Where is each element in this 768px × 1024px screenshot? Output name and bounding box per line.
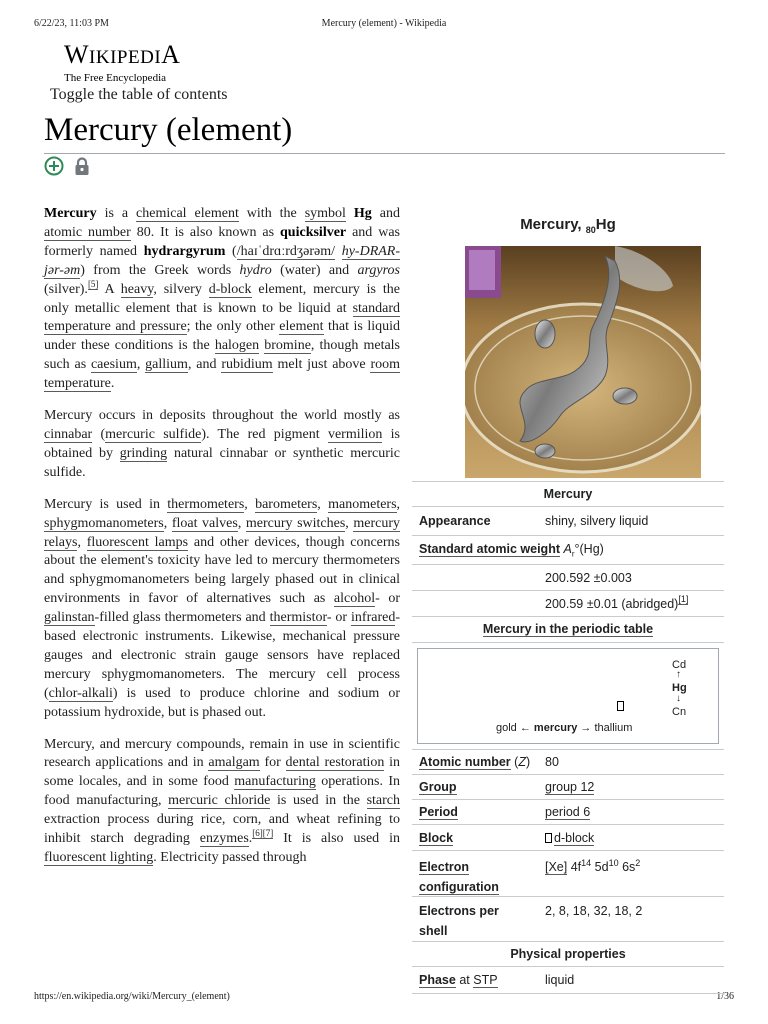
text-run: ( [225, 243, 237, 259]
article-link[interactable]: enzymes [199, 831, 249, 847]
article-link[interactable]: thermometers [167, 496, 245, 512]
text-run: , [136, 357, 146, 373]
wikipedia-logo[interactable] [64, 42, 180, 85]
citation-link[interactable]: [5] [87, 278, 99, 289]
article-link[interactable]: barometers [255, 496, 318, 512]
italic-term: argyros [357, 262, 400, 278]
article-link[interactable]: halogen [214, 338, 260, 354]
article-link[interactable]: starch [366, 793, 401, 809]
italic-term: hydro [239, 262, 272, 278]
lead-paragraph [44, 205, 400, 394]
infobox-name-header: Mercury [412, 482, 724, 507]
citation-link[interactable]: [6] [252, 828, 263, 839]
text-run: ). The red pigment [201, 426, 328, 442]
article-link[interactable]: gallium [145, 357, 188, 373]
article-link[interactable]: vermilion [327, 426, 383, 442]
bold-term: Mercury [44, 206, 97, 221]
article-link[interactable]: rubidium [221, 357, 273, 373]
article-body [44, 205, 400, 881]
text-run: , [396, 496, 401, 512]
article-link[interactable]: cinnabar [44, 426, 93, 442]
periodic-table-mini: Cd ↑ Hg ↓ Cn gold ← mercury → thallium [417, 648, 719, 744]
article-link[interactable]: infrared [351, 610, 396, 626]
text-run: (water) and [271, 262, 358, 278]
text-run: . [248, 831, 253, 847]
citation-link[interactable]: [7] [262, 828, 274, 839]
row-period: Period period 6 [412, 800, 724, 825]
lock-icon[interactable] [72, 156, 92, 176]
text-run: -based electronic instruments. Likewise, mechanical pressure gauges and electronic strain gauge sensors have replaced mercury sphygmomanometers. The mercury cell process ( [44, 610, 400, 701]
text-run: melt just above [272, 357, 371, 373]
text-run: , [237, 515, 246, 531]
row-atomic-number: Atomic number (Z) 80 [412, 750, 724, 775]
print-datetime: 6/22/23, 11:03 PM [34, 18, 109, 29]
text-run: Mercury, and mercury compounds, remain in use in scientific research applications and in [44, 736, 400, 771]
bold-term: hydrargyrum [143, 243, 226, 259]
text-run: extraction process during rice, corn, and wheat refining to inhibit starch degrading [44, 812, 400, 847]
text-run [346, 206, 354, 221]
text-run: ( [92, 426, 106, 442]
text-run: is a [96, 206, 137, 221]
text-run: natural cinnabar or synthetic mercuric sulfide. [44, 445, 400, 480]
text-run: in some locales, and in some food [44, 755, 400, 790]
article-link[interactable]: chemical element [136, 206, 239, 221]
article-link[interactable]: thermistor [269, 610, 327, 626]
row-electron-configuration: Electron configuration [Xe] $4f^{14}$ $5d^{10}$ $6s^2$ [412, 851, 724, 897]
text-run: Mercury occurs in deposits throughout the world mostly as [44, 408, 400, 424]
row-electrons-per-shell: Electrons per shell 2, 8, 18, 32, 18, 2 [412, 897, 724, 942]
text-run: , though metals such as [44, 338, 401, 373]
plus-circle-icon[interactable] [44, 156, 64, 176]
text-run: and was formerly named [44, 224, 400, 259]
pronunciation-link[interactable]: hy-DRAR-jər-əm [44, 243, 401, 278]
text-run [335, 244, 342, 259]
logo-wordmark-text: WIKIPEDIA [64, 40, 181, 69]
text-run: , silvery [153, 281, 209, 297]
logo-tagline: The Free Encyclopedia [64, 72, 167, 84]
article-link[interactable]: element [279, 319, 324, 335]
article-link[interactable]: mercuric chloride [168, 793, 271, 809]
text-run: 80. It is also known as [130, 224, 281, 240]
article-link[interactable]: sphygmomanometers [44, 515, 164, 531]
row-saw-value-2: 200.59 ±0.01 (abridged)[1] [412, 591, 724, 617]
article-link[interactable]: manufacturing [234, 774, 316, 790]
text-run: , [345, 515, 354, 531]
article-link[interactable]: manometers [328, 496, 397, 512]
text-run: Mercury is used in [44, 496, 168, 512]
text-run: , and [187, 357, 222, 373]
row-block: Block d-block [412, 825, 724, 851]
print-url: https://en.wikipedia.org/wiki/Mercury_(element) [34, 991, 230, 1002]
periodic-table-header: Mercury in the periodic table [412, 617, 724, 643]
text-run: It is also used in [273, 831, 400, 847]
article-link[interactable]: mercuric sulfide [105, 426, 202, 442]
infobox-title: Mercury, $_{80}$Hg [520, 216, 616, 235]
text-run: - or [375, 591, 400, 607]
article-link[interactable]: grinding [119, 445, 168, 461]
text-run: . [110, 376, 115, 392]
text-run: (silver). [44, 281, 88, 297]
text-run: , [77, 534, 87, 550]
row-group: Group group 12 [412, 775, 724, 800]
row-phase: Phase at STP liquid [412, 967, 724, 994]
article-link[interactable]: bromine [264, 338, 311, 354]
article-link[interactable]: standard temperature and pressure [44, 300, 400, 335]
text-run: ) is used to produce chlorine and sodium or potassium hydroxide, but is phased out. [44, 685, 400, 720]
text-run: and other devices, though concerns about the element's toxicity have led to mercury thermometers and sphygmomanometers being largely phased out in clinical environments in favor of alternatives such as [44, 534, 401, 607]
bold-term: quicksilver [280, 224, 347, 240]
text-run: ; the only other [186, 319, 280, 335]
bold-term: Hg [353, 206, 372, 221]
article-link[interactable]: caesium [90, 357, 137, 373]
row-saw-value-1: 200.592 ±0.003 [412, 565, 724, 591]
text-run: and [371, 206, 400, 221]
article-link[interactable]: fluorescent lamps [86, 534, 189, 550]
print-page-title: Mercury (element) - Wikipedia [321, 18, 447, 29]
text-run: element, mercury is the only metallic element that is known to be liquid at [44, 281, 400, 316]
page-title: Mercury (element) [44, 112, 293, 148]
article-link[interactable]: symbol [304, 206, 346, 221]
article-link[interactable]: float valves [171, 515, 238, 531]
toggle-toc-link[interactable]: Toggle the table of contents [50, 86, 228, 103]
article-link[interactable]: mercury relays [44, 515, 401, 550]
text-run: -filled glass thermometers and [94, 610, 270, 626]
text-run: , [244, 496, 256, 512]
article-link[interactable]: amalgam [208, 755, 260, 771]
article-link[interactable]: /haɪˈdrɑːrdʒərəm/ [236, 243, 335, 259]
paragraph-occurrence [44, 407, 400, 483]
article-link[interactable]: galinstan [44, 610, 95, 626]
citation-1[interactable]: [1] [678, 594, 689, 605]
text-run: , [317, 496, 329, 512]
text-run: is used in the [270, 793, 367, 809]
mercury-photo[interactable] [465, 246, 701, 478]
article-link[interactable]: alcohol [333, 591, 376, 607]
periodic-cell-marker [617, 701, 624, 711]
print-header [34, 18, 734, 32]
paragraph-uses [44, 496, 400, 723]
article-link[interactable]: fluorescent lighting [44, 850, 154, 865]
text-run: for [259, 755, 286, 771]
text-run: is obtained by [44, 426, 401, 461]
standard-atomic-weight-link[interactable]: Standard atomic weight [419, 541, 560, 556]
article-link[interactable]: heavy [120, 281, 154, 297]
row-standard-atomic-weight: Standard atomic weight $A_r^\circ(Hg)$ [412, 536, 724, 565]
article-link[interactable]: dental restoration [285, 755, 385, 771]
block-marker-icon [545, 833, 552, 843]
text-run: , [163, 515, 172, 531]
article-link[interactable]: atomic number [44, 224, 131, 240]
article-link[interactable]: chlor-alkali [48, 685, 113, 701]
title-divider [44, 153, 725, 154]
row-appearance: Appearance shiny, silvery liquid [412, 507, 724, 536]
text-run: with the [238, 206, 305, 221]
text-run: . Electricity passed through [153, 850, 307, 865]
text-run: A [98, 281, 121, 297]
infobox [412, 207, 724, 994]
logo-wordmark [64, 42, 180, 71]
text-run: operations. In food manufacturing, [44, 774, 400, 809]
paragraph-compounds [44, 736, 400, 868]
print-page-number: 1/36 [716, 991, 734, 1002]
article-link[interactable]: room temperature [44, 357, 401, 392]
text-run: that is liquid under these conditions is the [44, 319, 401, 354]
text-run: ) from the Greek words [80, 262, 240, 278]
text-run: - or [326, 610, 352, 626]
article-link[interactable]: mercury switches [245, 515, 346, 531]
article-link[interactable]: d-block [208, 281, 252, 297]
physical-properties-header: Physical properties [412, 942, 724, 967]
infobox-rows [412, 481, 724, 994]
